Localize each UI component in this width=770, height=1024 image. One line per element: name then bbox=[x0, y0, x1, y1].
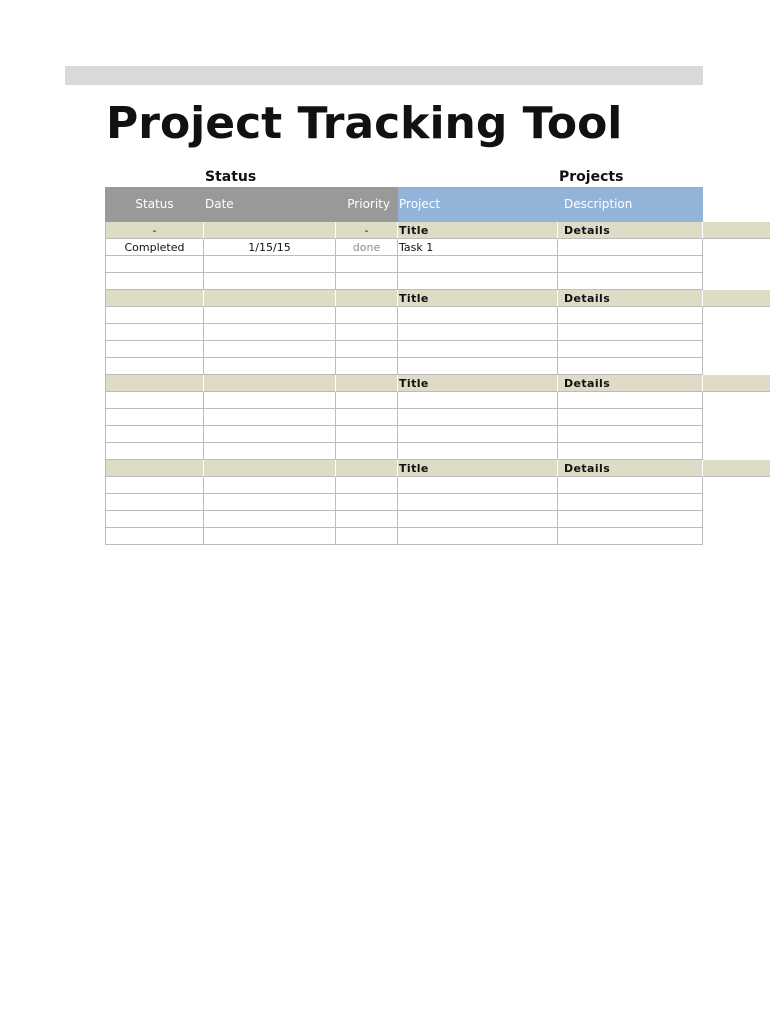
description-cell[interactable] bbox=[558, 307, 703, 324]
group-status-cell[interactable] bbox=[105, 290, 204, 307]
group-date-cell[interactable] bbox=[204, 460, 336, 477]
group-band-extension bbox=[703, 460, 770, 477]
project-cell[interactable] bbox=[398, 341, 558, 358]
status-cell[interactable] bbox=[105, 409, 204, 426]
status-cell[interactable] bbox=[105, 477, 204, 494]
project-cell[interactable] bbox=[398, 324, 558, 341]
status-cell[interactable] bbox=[105, 358, 204, 375]
group-priority-cell[interactable]: - bbox=[336, 222, 398, 239]
date-cell[interactable] bbox=[204, 494, 336, 511]
group-header-row bbox=[105, 222, 770, 239]
date-cell[interactable] bbox=[204, 528, 336, 545]
column-header-row bbox=[105, 187, 770, 222]
table-row bbox=[105, 239, 770, 256]
description-cell[interactable] bbox=[558, 426, 703, 443]
date-column-header[interactable]: Date bbox=[204, 187, 336, 222]
table-row bbox=[105, 324, 770, 341]
projects-section-title: Projects bbox=[559, 169, 624, 185]
description-cell[interactable] bbox=[558, 528, 703, 545]
date-cell[interactable] bbox=[204, 477, 336, 494]
status-cell[interactable] bbox=[105, 392, 204, 409]
priority-cell[interactable] bbox=[336, 307, 398, 324]
project-cell[interactable] bbox=[398, 477, 558, 494]
description-cell[interactable] bbox=[558, 256, 703, 273]
group-header-row bbox=[105, 290, 770, 307]
table-row bbox=[105, 426, 770, 443]
project-column-header[interactable]: Project bbox=[398, 187, 558, 222]
description-cell[interactable] bbox=[558, 324, 703, 341]
table-row bbox=[105, 477, 770, 494]
priority-cell[interactable] bbox=[336, 273, 398, 290]
group-date-cell[interactable] bbox=[204, 375, 336, 392]
status-cell[interactable] bbox=[105, 324, 204, 341]
priority-cell[interactable] bbox=[336, 341, 398, 358]
table-row bbox=[105, 511, 770, 528]
project-cell[interactable] bbox=[398, 409, 558, 426]
group-description-cell[interactable]: Details bbox=[558, 222, 703, 239]
table-row bbox=[105, 409, 770, 426]
table-row bbox=[105, 273, 770, 290]
page-title: Project Tracking Tool bbox=[106, 98, 623, 149]
status-cell[interactable] bbox=[105, 341, 204, 358]
sheet-body bbox=[105, 222, 770, 545]
group-band-extension bbox=[703, 290, 770, 307]
description-cell[interactable] bbox=[558, 358, 703, 375]
description-cell[interactable] bbox=[558, 494, 703, 511]
group-priority-cell[interactable] bbox=[336, 460, 398, 477]
date-cell[interactable] bbox=[204, 256, 336, 273]
priority-cell[interactable] bbox=[336, 477, 398, 494]
project-cell[interactable] bbox=[398, 443, 558, 460]
date-cell[interactable] bbox=[204, 341, 336, 358]
status-cell[interactable] bbox=[105, 528, 204, 545]
group-project-cell[interactable]: Title bbox=[398, 290, 558, 307]
group-status-cell[interactable] bbox=[105, 375, 204, 392]
group-project-cell[interactable]: Title bbox=[398, 375, 558, 392]
priority-cell[interactable] bbox=[336, 511, 398, 528]
priority-cell[interactable] bbox=[336, 494, 398, 511]
description-cell[interactable] bbox=[558, 409, 703, 426]
group-description-cell[interactable]: Details bbox=[558, 290, 703, 307]
table-row bbox=[105, 392, 770, 409]
project-cell[interactable] bbox=[398, 528, 558, 545]
priority-cell[interactable] bbox=[336, 256, 398, 273]
status-cell[interactable]: Completed bbox=[105, 239, 204, 256]
project-cell[interactable] bbox=[398, 392, 558, 409]
priority-cell[interactable] bbox=[336, 409, 398, 426]
group-header-row bbox=[105, 460, 770, 477]
description-cell[interactable] bbox=[558, 443, 703, 460]
project-cell[interactable] bbox=[398, 358, 558, 375]
project-cell[interactable] bbox=[398, 511, 558, 528]
status-cell[interactable] bbox=[105, 426, 204, 443]
project-cell[interactable] bbox=[398, 273, 558, 290]
date-cell[interactable] bbox=[204, 324, 336, 341]
description-cell[interactable] bbox=[558, 341, 703, 358]
date-cell[interactable] bbox=[204, 511, 336, 528]
priority-column-header[interactable]: Priority bbox=[336, 187, 398, 222]
project-cell[interactable] bbox=[398, 307, 558, 324]
description-cell[interactable] bbox=[558, 273, 703, 290]
priority-cell[interactable] bbox=[336, 392, 398, 409]
status-cell[interactable] bbox=[105, 494, 204, 511]
group-band-extension bbox=[703, 375, 770, 392]
status-cell[interactable] bbox=[105, 256, 204, 273]
status-section-title: Status bbox=[205, 169, 257, 185]
status-cell[interactable] bbox=[105, 443, 204, 460]
table-row bbox=[105, 341, 770, 358]
group-date-cell[interactable] bbox=[204, 290, 336, 307]
tracking-sheet bbox=[105, 187, 770, 545]
table-row bbox=[105, 256, 770, 273]
date-cell[interactable] bbox=[204, 358, 336, 375]
description-column-header[interactable]: Description bbox=[558, 187, 703, 222]
date-cell[interactable] bbox=[204, 307, 336, 324]
group-description-cell[interactable]: Details bbox=[558, 375, 703, 392]
table-row bbox=[105, 528, 770, 545]
priority-cell[interactable]: done bbox=[336, 239, 398, 256]
priority-cell[interactable] bbox=[336, 443, 398, 460]
date-cell[interactable]: 1/15/15 bbox=[204, 239, 336, 256]
group-description-cell[interactable]: Details bbox=[558, 460, 703, 477]
top-banner-bar bbox=[65, 66, 703, 85]
priority-cell[interactable] bbox=[336, 358, 398, 375]
group-band-extension bbox=[703, 222, 770, 239]
priority-cell[interactable] bbox=[336, 426, 398, 443]
date-cell[interactable] bbox=[204, 409, 336, 426]
status-column-header[interactable]: Status bbox=[105, 187, 204, 222]
date-cell[interactable] bbox=[204, 392, 336, 409]
date-cell[interactable] bbox=[204, 273, 336, 290]
group-priority-cell[interactable] bbox=[336, 290, 398, 307]
project-cell[interactable] bbox=[398, 494, 558, 511]
description-cell[interactable] bbox=[558, 392, 703, 409]
date-cell[interactable] bbox=[204, 443, 336, 460]
description-cell[interactable] bbox=[558, 477, 703, 494]
group-project-cell[interactable]: Title bbox=[398, 222, 558, 239]
project-cell[interactable] bbox=[398, 426, 558, 443]
table-row bbox=[105, 443, 770, 460]
date-cell[interactable] bbox=[204, 426, 336, 443]
status-cell[interactable] bbox=[105, 273, 204, 290]
group-status-cell[interactable]: - bbox=[105, 222, 204, 239]
group-project-cell[interactable]: Title bbox=[398, 460, 558, 477]
project-cell[interactable] bbox=[398, 256, 558, 273]
priority-cell[interactable] bbox=[336, 324, 398, 341]
project-cell[interactable]: Task 1 bbox=[398, 239, 558, 256]
table-row bbox=[105, 494, 770, 511]
status-cell[interactable] bbox=[105, 307, 204, 324]
description-cell[interactable] bbox=[558, 239, 703, 256]
description-cell[interactable] bbox=[558, 511, 703, 528]
group-status-cell[interactable] bbox=[105, 460, 204, 477]
status-cell[interactable] bbox=[105, 511, 204, 528]
priority-cell[interactable] bbox=[336, 528, 398, 545]
group-header-row bbox=[105, 375, 770, 392]
group-date-cell[interactable] bbox=[204, 222, 336, 239]
table-row bbox=[105, 358, 770, 375]
table-row bbox=[105, 307, 770, 324]
group-priority-cell[interactable] bbox=[336, 375, 398, 392]
